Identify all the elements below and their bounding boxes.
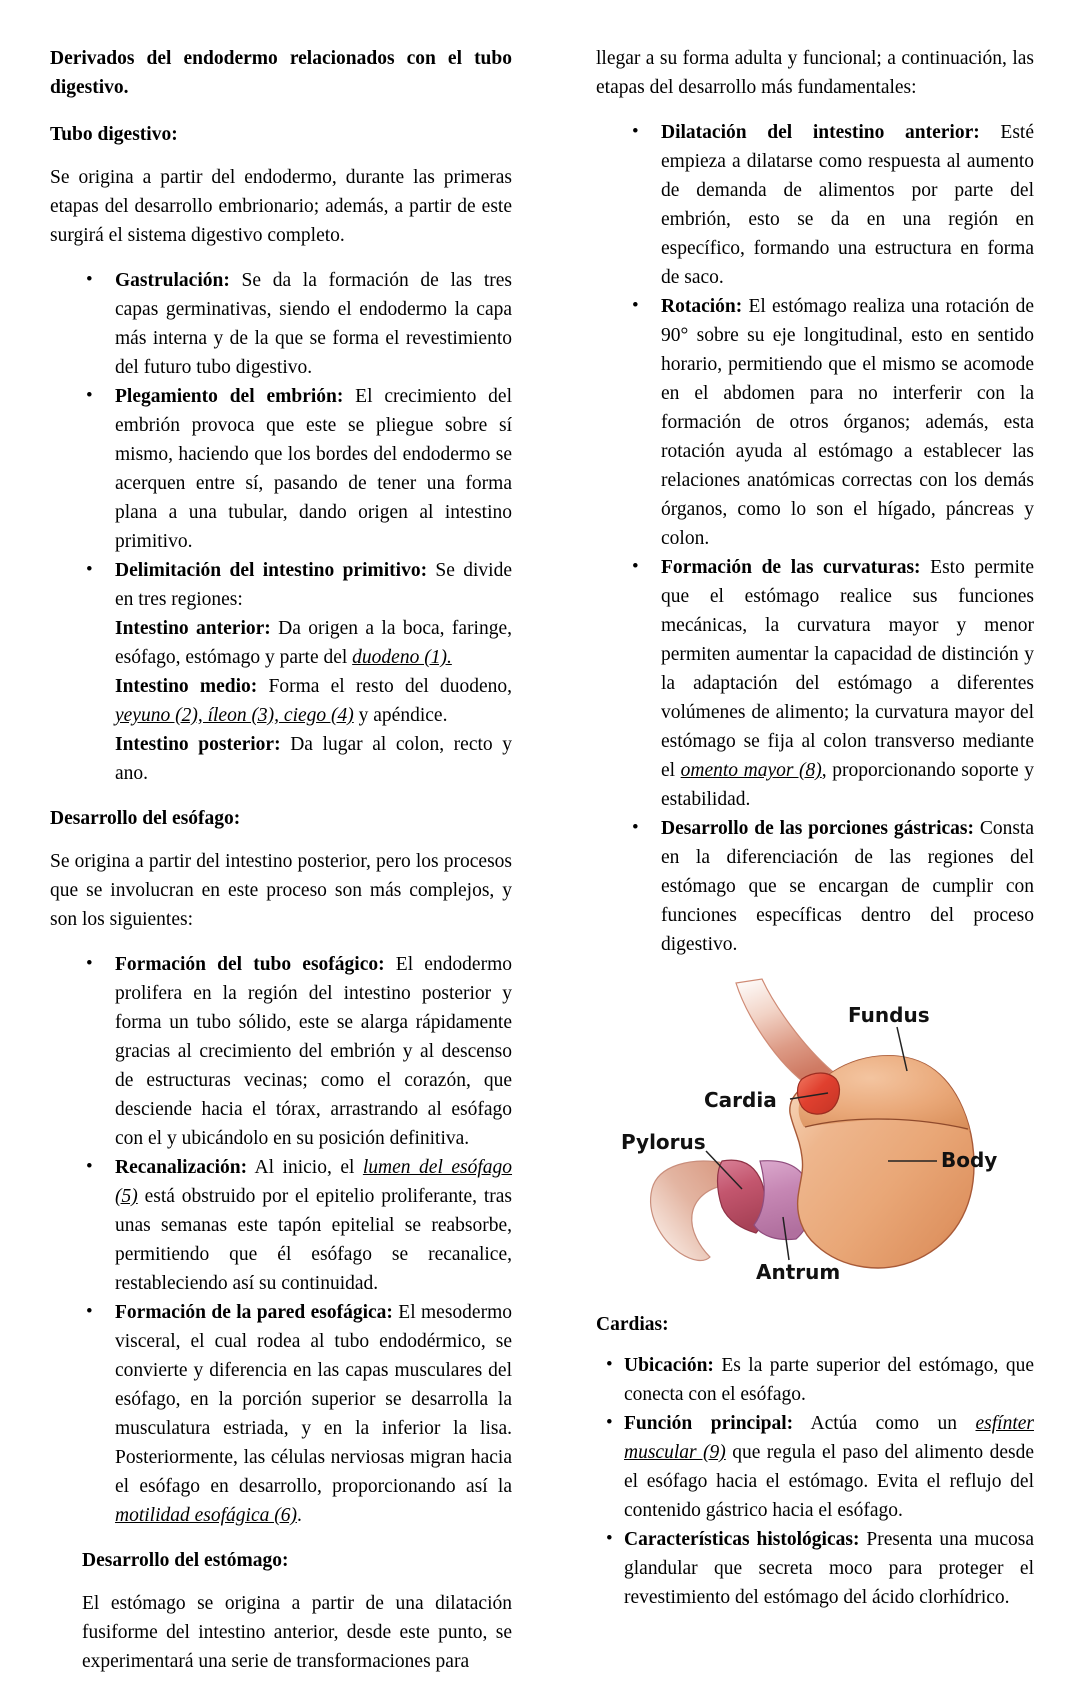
bullet-text: Se divide en tres regiones: <box>115 560 512 610</box>
list-item-porciones-gastricas <box>596 814 1034 959</box>
figure-label-antrum: Antrum <box>756 1260 841 1284</box>
region-label: Intestino anterior: <box>115 618 271 639</box>
section-heading-cardias: Cardias: <box>596 1314 669 1335</box>
bullet-italic-term: omento mayor (8) <box>680 760 822 781</box>
bullet-text: El estómago realiza una rotación de 90° sobre su eje longitudinal, esto en sentido horario, permitiendo que el mismo se acomode en el abdomen para no interferir con la formación de otros órganos; además, esta rotación ayuda al estómago a establecer las relaciones anatómicas correctas con los demás órganos, como lo son el hígado, páncreas y colon. <box>661 296 1034 549</box>
list-item-pared-esofagica <box>50 1298 512 1530</box>
region-intestino-medio <box>115 672 512 730</box>
bullet-italic-term: esfínter muscular (9) <box>624 1413 1034 1463</box>
region-intestino-posterior <box>115 730 512 788</box>
continuation-paragraph: llegar a su forma adulta y funcional; a continuación, las etapas del desarrollo más fundamentales: <box>596 48 1034 98</box>
bullet-text-after: , proporcionando soporte y estabilidad. <box>661 760 1035 810</box>
bullet-term: Formación de las curvaturas: <box>661 557 921 578</box>
esophagus-shape <box>736 979 832 1087</box>
bullet-term: Características histológicas: <box>624 1529 860 1550</box>
bullet-text: Presenta una mucosa glandular que secreta moco para proteger el revestimiento del estómago del ácido clorhídrico. <box>624 1529 1034 1608</box>
bullet-text: Consta en la diferenciación de las regiones del estómago que se encargan de cumplir con funciones específicas dentro del proceso digestivo. <box>661 818 1035 955</box>
bullet-text: Esto permite que el estómago realice sus funciones mecánicas, la curvatura mayor y menor permiten aumentar la capacidad de distinción y la adaptación del estómago a diferentes volúmenes de alimento; la curvatura mayor del estómago se fija al colon transverso mediante el <box>661 557 1034 781</box>
bullet-term: Rotación: <box>661 296 743 317</box>
bullet-term: Delimitación del intestino primitivo: <box>115 560 428 581</box>
region-text: Da origen a la boca, faringe, esófago, estómago y parte del <box>115 618 512 668</box>
list-item <box>50 266 512 382</box>
region-text: Da lugar al colon, recto y ano. <box>115 734 513 784</box>
region-italic-term: yeyuno (2), íleon (3), ciego (4) <box>115 705 354 726</box>
section-heading-desarrollo-esofago: Desarrollo del esófago: <box>50 808 241 829</box>
bullet-text-after: está obstruido por el epitelio proliferante, tras unas semanas este tapón epitelial se reabsorbe, permitiendo que él esófago se recanalice, restableciendo así su continuidad. <box>115 1186 512 1294</box>
bullet-term: Función principal: <box>624 1413 794 1434</box>
intro-paragraph-esofago: Se origina a partir del intestino posterior, pero los procesos que se involucran en este proceso son más complejos, y son los siguientes: <box>50 851 512 930</box>
bullet-italic-term: lumen del esófago (5) <box>115 1157 513 1207</box>
bullet-text-after: . <box>296 1505 302 1526</box>
bullet-list-estomago <box>596 118 1034 959</box>
list-item-recanalizacion <box>50 1153 512 1298</box>
intro-paragraph-estomago: El estómago se origina a partir de una dilatación fusiforme del intestino anterior, desde este punto, se experimentará una serie de transformaciones para <box>82 1593 512 1672</box>
right-column <box>596 44 1034 1622</box>
list-item <box>596 292 1034 553</box>
bullet-term: Dilatación del intestino anterior: <box>661 122 980 143</box>
bullet-list-tubo-digestivo <box>50 266 512 788</box>
bullet-text: El endodermo prolifera en la región del intestino posterior y forma un tubo sólido, este se alarga rápidamente gracias al crecimiento del embrión y al descenso de estructuras vecinas; como el corazón, que desciende hacia el tórax, arrastrando al esófago con el y ubicándolo en su posición definitiva. <box>115 954 512 1149</box>
figure-label-pylorus: Pylorus <box>621 1130 706 1154</box>
list-item <box>596 1409 1034 1525</box>
bullet-term: Ubicación: <box>624 1355 714 1376</box>
bullet-term: Formación del tubo esofágico: <box>115 954 385 975</box>
bullet-term: Formación de la pared esofágica: <box>115 1302 393 1323</box>
bullet-text: Actúa como un <box>793 1413 976 1434</box>
left-column <box>50 44 512 1692</box>
list-item <box>50 950 512 1153</box>
figure-label-fundus: Fundus <box>848 1003 930 1027</box>
bullet-italic-term: motilidad esofágica (6) <box>115 1505 297 1526</box>
list-item <box>50 382 512 556</box>
bullet-text: Se da la formación de las tres capas germinativas, siendo el endodermo la capa más interna y de la que se forma el revestimiento del futuro tubo digestivo. <box>115 270 512 378</box>
section-heading-tubo-digestivo: Tubo digestivo: <box>50 124 178 145</box>
region-text-after: y apéndice. <box>353 705 448 726</box>
bullet-text: El mesodermo visceral, el cual rodea al tubo endodérmico, se convierte y diferencia en las capas musculares del esófago, en la porción superior se desarrolla la musculatura estriada, y en la inferior la lisa. Posteriormente, las células nerviosas migran hacia el esófago en desarrollo, proporcionando así la <box>115 1302 512 1497</box>
section-heading-desarrollo-estomago: Desarrollo del estómago: <box>82 1550 289 1571</box>
region-label: Intestino posterior: <box>115 734 281 755</box>
bullet-list-cardias <box>596 1351 1034 1612</box>
region-text: Forma el resto del duodeno, <box>257 676 512 697</box>
bullet-term: Plegamiento del embrión: <box>115 386 344 407</box>
region-intestino-anterior <box>115 614 512 672</box>
stomach-anatomy-figure <box>596 975 1034 1300</box>
bullet-text: El crecimiento del embrión provoca que este se pliegue sobre sí mismo, haciendo que los bordes del endodermo se acerquen entre sí, pasando de tener una forma plana a una tubular, dando origen al intestino primitivo. <box>115 386 513 552</box>
list-item-curvaturas <box>596 553 1034 814</box>
duodenum-shape <box>651 1161 728 1260</box>
region-italic-term: duodeno (1). <box>352 647 452 668</box>
bullet-term: Desarrollo de las porciones gástricas: <box>661 818 974 839</box>
cardia-shape <box>798 1073 840 1114</box>
list-item <box>596 118 1034 292</box>
intro-paragraph-tubo-digestivo: Se origina a partir del endodermo, durante las primeras etapas del desarrollo embrionario; además, a partir de este surgirá el sistema digestivo completo. <box>50 167 512 246</box>
figure-label-body: Body <box>941 1148 998 1172</box>
bullet-text: Al inicio, el <box>247 1157 363 1178</box>
bullet-list-esofago <box>50 950 512 1530</box>
list-item <box>596 1351 1034 1409</box>
bullet-term: Gastrulación: <box>115 270 230 291</box>
list-item <box>596 1525 1034 1612</box>
region-label: Intestino medio: <box>115 676 258 697</box>
bullet-term: Recanalización: <box>115 1157 248 1178</box>
figure-label-cardia: Cardia <box>704 1088 777 1112</box>
bullet-text: Esté empieza a dilatarse como respuesta al aumento de demanda de alimentos por parte del embrión, esto se da en una región en específico, formando una estructura en forma de saco. <box>661 122 1034 288</box>
page-title: Derivados del endodermo relacionados con el tubo digestivo. <box>50 48 512 98</box>
bullet-text: Es la parte superior del estómago, que conecta con el esófago. <box>624 1355 1034 1405</box>
list-item-delimitacion <box>50 556 512 788</box>
bullet-text-after: que regula el paso del alimento desde el esófago hacia el estómago. Evita el reflujo del contenido gástrico hacia el esófago. <box>624 1442 1034 1521</box>
